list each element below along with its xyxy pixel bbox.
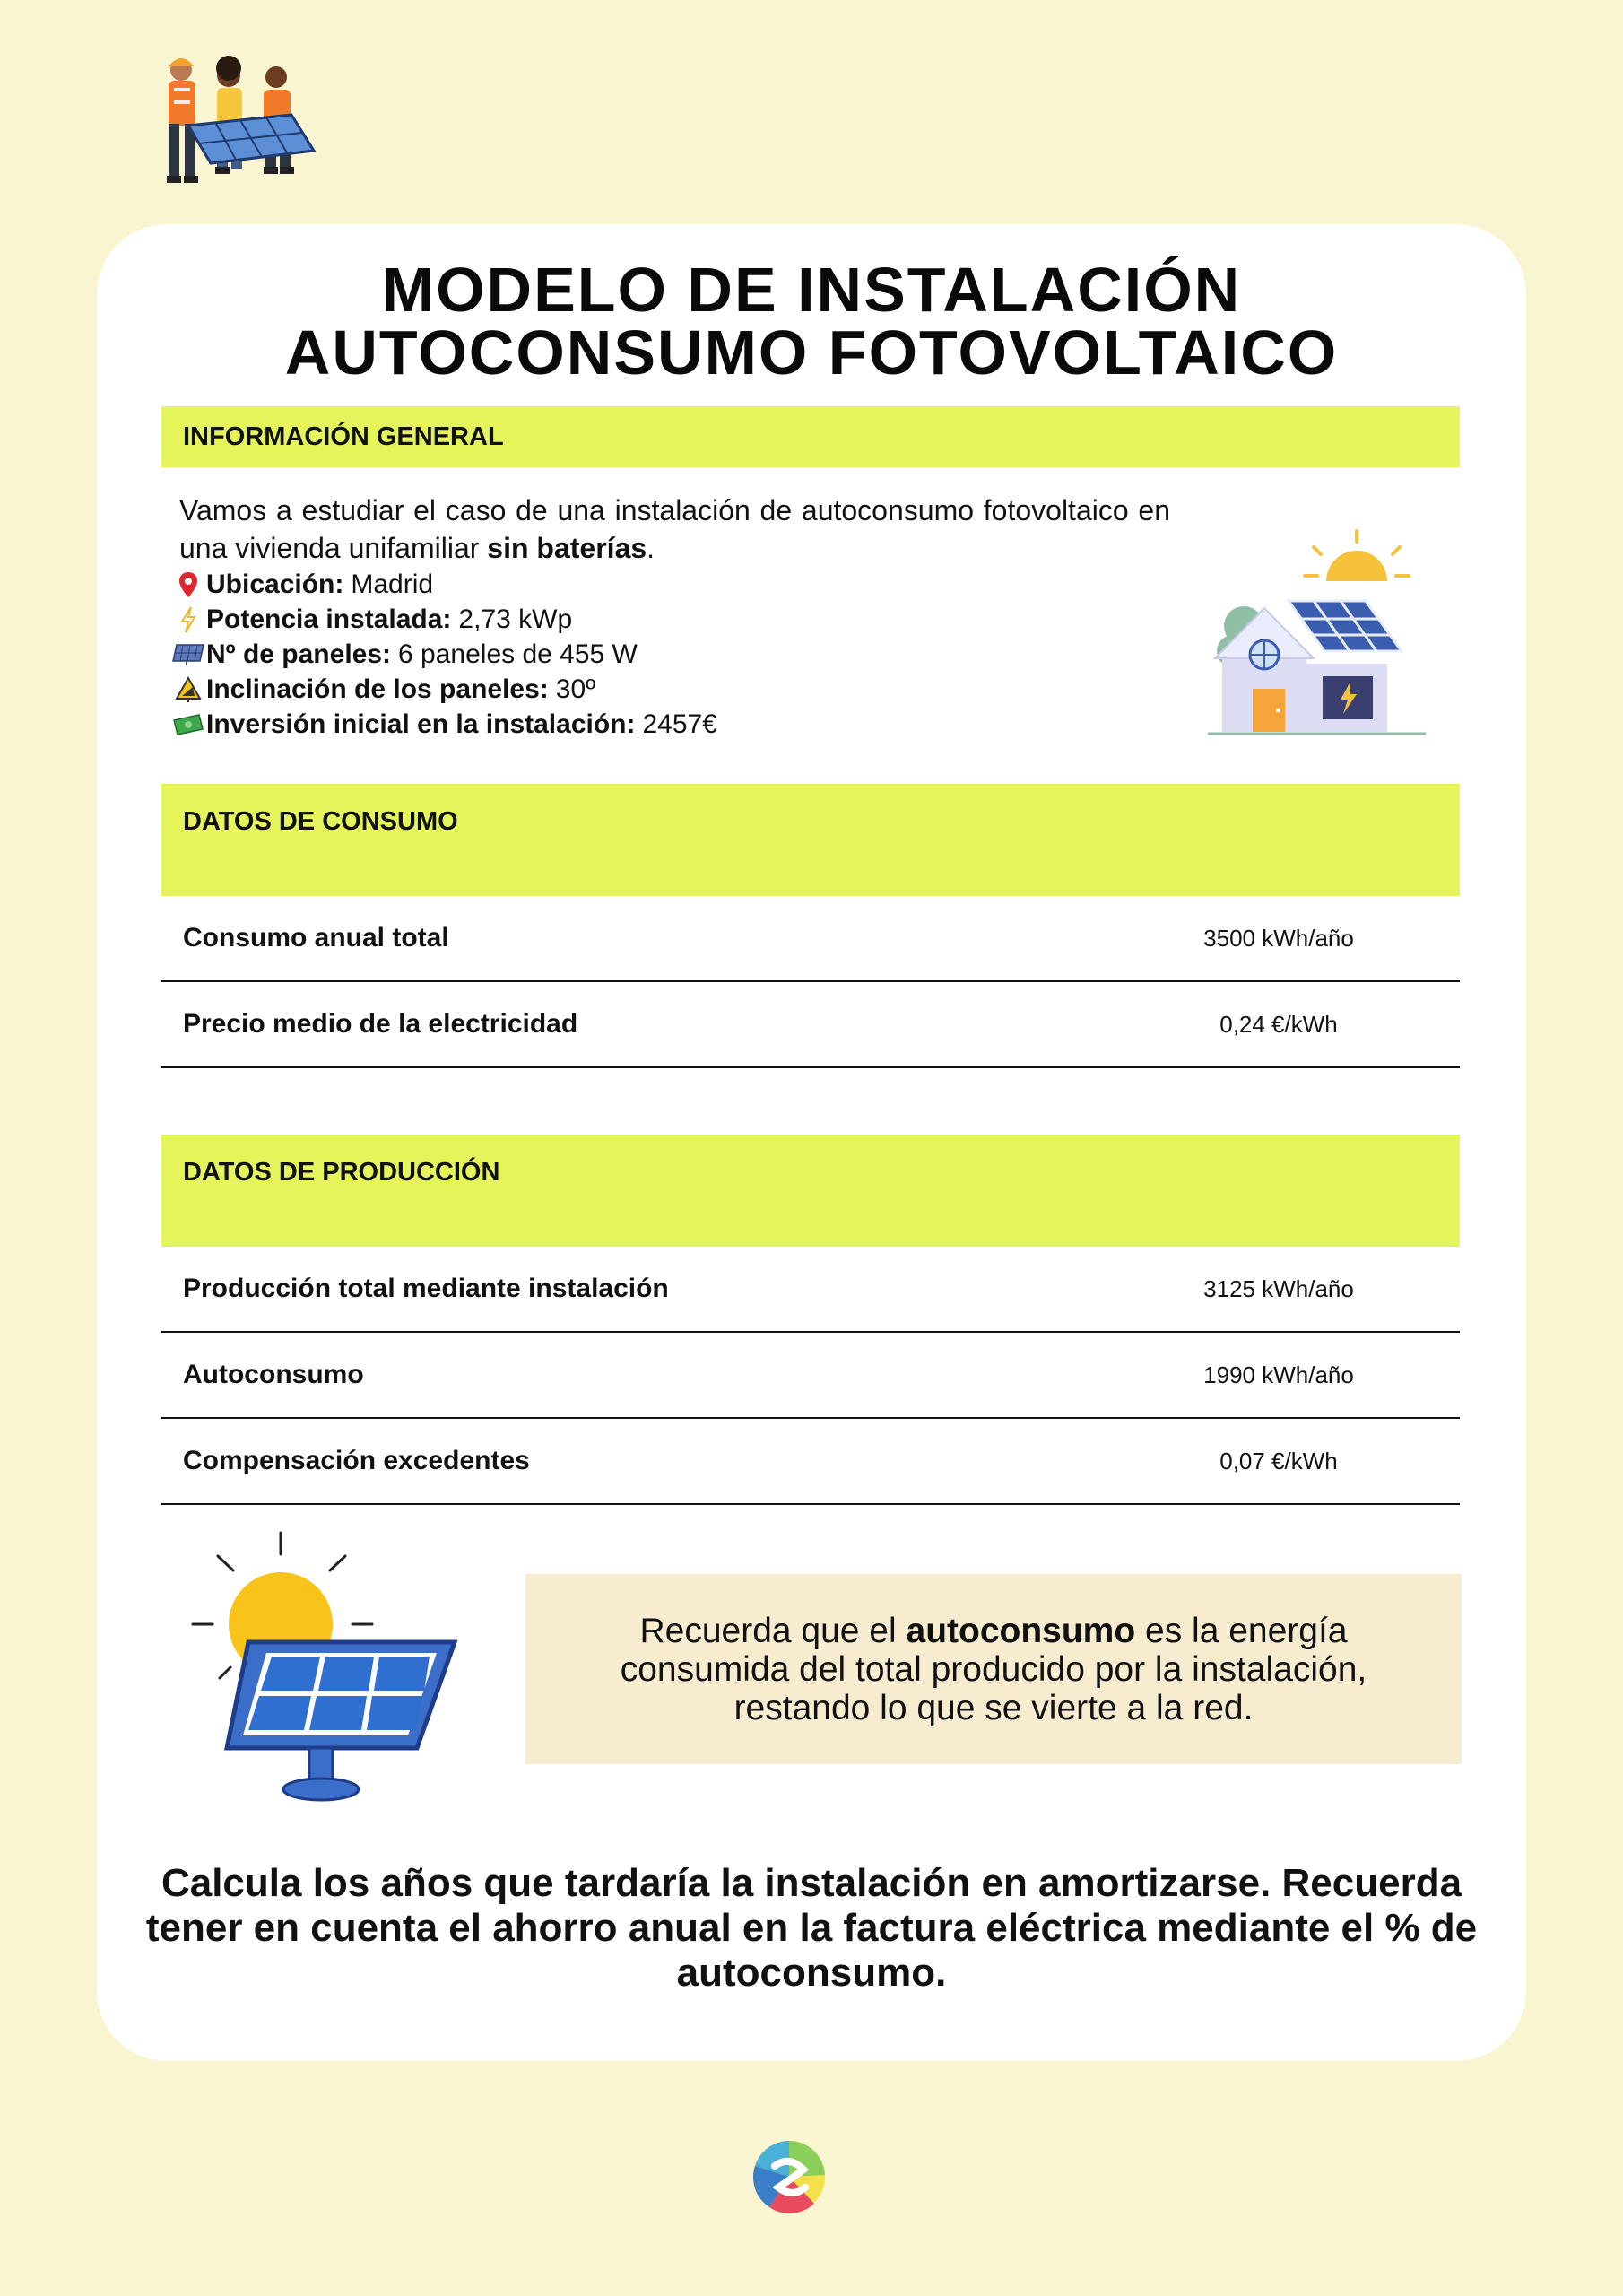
lightning-icon (170, 606, 206, 633)
row-label: Autoconsumo (183, 1360, 364, 1389)
note-after: es la energía consumida del total producido por la instalación, restando lo que se vierte a la red. (620, 1611, 1367, 1727)
row-value: 3500 kWh/año (1203, 924, 1354, 952)
fact-inclination (170, 672, 717, 707)
intro-bold: sin baterías (487, 532, 647, 564)
note-bold: autoconsumo (906, 1611, 1136, 1650)
table-row (161, 982, 1460, 1068)
intro-text: Vamos a estudiar el caso de una instalación de autoconsumo fotovoltaico en una vivienda unifamiliar (179, 494, 1170, 564)
logo-icon (751, 2139, 827, 2214)
table-row (161, 1419, 1460, 1505)
section-heading-produccion: DATOS DE PRODUCCIÓN (161, 1135, 1460, 1247)
fact-location (170, 567, 717, 602)
location-pin-icon (170, 571, 206, 598)
reminder-note (525, 1574, 1462, 1764)
solar-house-illustration (1206, 529, 1430, 753)
row-value: 0,07 €/kWh (1219, 1447, 1338, 1474)
fact-value: 2,73 kWp (458, 604, 573, 634)
intro-paragraph (179, 491, 1170, 567)
title-line-1: MODELO DE INSTALACIÓN (381, 255, 1242, 325)
row-label: Precio medio de la electricidad (183, 1009, 578, 1039)
table-row (161, 1333, 1460, 1419)
row-label: Compensación excedentes (183, 1446, 530, 1475)
fact-label: Inversión inicial en la instalación: (206, 709, 636, 739)
section-heading-general: INFORMACIÓN GENERAL (161, 406, 1460, 467)
warning-slope-icon (170, 676, 206, 703)
fact-investment (170, 707, 717, 742)
fact-power (170, 602, 717, 637)
workers-solar-panel-illustration (135, 45, 332, 211)
row-value: 3125 kWh/año (1203, 1274, 1354, 1302)
task-instruction: Calcula los años que tardaría la instalación en amortizarse. Recuerda tener en cuenta el ahorro anual en la factura eléctrica mediante el % de autoconsumo. (145, 1861, 1478, 1995)
fact-label: Inclinación de los paneles: (206, 674, 549, 704)
page-title (97, 255, 1526, 387)
row-value: 0,24 €/kWh (1219, 1010, 1338, 1038)
intro-end: . (647, 532, 655, 564)
fact-value: 2457€ (642, 709, 717, 739)
row-label: Producción total mediante instalación (183, 1274, 669, 1303)
section-heading-consumo: DATOS DE CONSUMO (161, 784, 1460, 896)
fact-panels (170, 637, 717, 672)
row-value: 1990 kWh/año (1203, 1361, 1354, 1388)
fact-value: Madrid (351, 570, 434, 599)
facts-list (170, 567, 717, 742)
row-label: Consumo anual total (183, 923, 449, 952)
fact-value: 30º (555, 674, 596, 704)
note-before: Recuerda que el (639, 1611, 907, 1650)
fact-label: Ubicación: (206, 570, 344, 599)
money-icon (170, 713, 206, 736)
solar-panel-icon (170, 643, 206, 666)
table-row (161, 1247, 1460, 1333)
title-line-2: AUTOCONSUMO FOTOVOLTAICO (284, 317, 1339, 387)
fact-label: Nº de paneles: (206, 639, 392, 669)
fact-label: Potencia instalada: (206, 604, 452, 634)
sun-solar-panel-illustration (184, 1529, 471, 1807)
fact-value: 6 paneles de 455 W (398, 639, 638, 669)
table-row (161, 896, 1460, 982)
